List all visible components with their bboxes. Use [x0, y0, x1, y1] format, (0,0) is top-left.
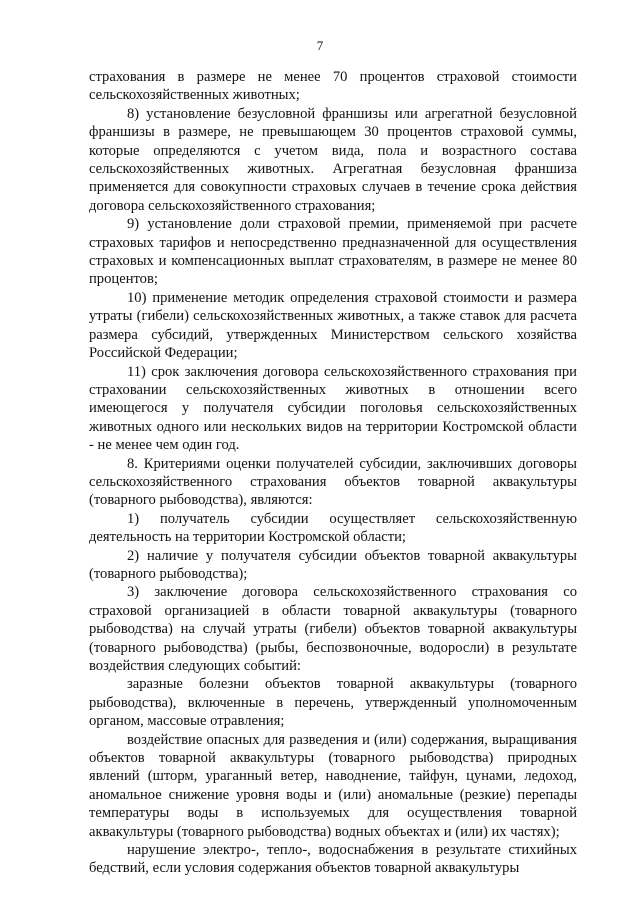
document-body: [89, 68, 577, 878]
paragraph: воздействие опасных для разведения и (или) содержания, выращивания объектов товарной аквакультуры (товарного рыбоводства) природных явлений (шторм, ураганный ветер, наводнение, тайфун, цунами, ледоход, аномальное снижение уровня воды и (или) аномальные (резкие) перепады температуры воды в используемых для осуществления товарной аквакультуры (товарного рыбоводства) водных объектах и (или) их частях);: [89, 731, 577, 840]
paragraph: 9) установление доли страховой премии, применяемой при расчете страховых тарифов и непосредственно предназначенной для осуществления страховых и компенсационных выплат страхователям, в размере не менее 80 процентов;: [89, 216, 577, 288]
paragraph: 1) получатель субсидии осуществляет сельскохозяйственную деятельность на территории Костромской области;: [89, 510, 577, 546]
paragraph: 3) заключение договора сельскохозяйственного страхования со страховой организацией в области товарной аквакультуры (товарного рыбоводства) на случай утраты (гибели) объектов товарной аквакультуры (товарного рыбоводства) (рыбы, беспозвоночные, водоросли) в результате воздействия следующих событий:: [89, 584, 577, 674]
paragraph: 11) срок заключения договора сельскохозяйственного страхования при страховании сельскохозяйственных животных в отношении всего имеющегося у получателя субсидии поголовья сельскохозяйственных животных одного или нескольких видов на территории Костромской области - не менее чем один год.: [89, 363, 577, 454]
paragraph: 8) установление безусловной франшизы или агрегатной безусловной франшизы в размере, не превышающем 30 процентов страховой суммы, которые определяются с учетом вида, пола и возрастного состава сельскохозяйственных животных. Агрегатная безусловная франшиза применяется для совокупности страховых случаев в течение срока действия договора сельскохозяйственного страхования;: [89, 105, 577, 214]
paragraph: заразные болезни объектов товарной аквакультуры (товарного рыбоводства), включенные в перечень, утвержденный уполномоченным органом, массовые отравления;: [89, 676, 577, 730]
paragraph: страхования в размере не менее 70 процентов страховой стоимости сельскохозяйственных животных;: [89, 69, 577, 104]
page-number: 7: [316, 38, 324, 53]
paragraph: нарушение электро-, тепло-, водоснабжения в результате стихийных бедствий, если условия содержания объектов товарной аквакультуры: [89, 842, 577, 877]
paragraph: 2) наличие у получателя субсидии объектов товарной аквакультуры (товарного рыбоводства);: [89, 547, 577, 582]
paragraph: 8. Критериями оценки получателей субсидии, заключивших договоры сельскохозяйственного страхования объектов товарной аквакультуры (товарного рыбоводства), являются:: [89, 455, 577, 509]
paragraph: 10) применение методик определения страховой стоимости и размера утраты (гибели) сельскохозяйственных животных, а также ставок для расчета размера субсидий, утвержденных Министерством сельского хозяйства Российской Федерации;: [89, 289, 577, 362]
